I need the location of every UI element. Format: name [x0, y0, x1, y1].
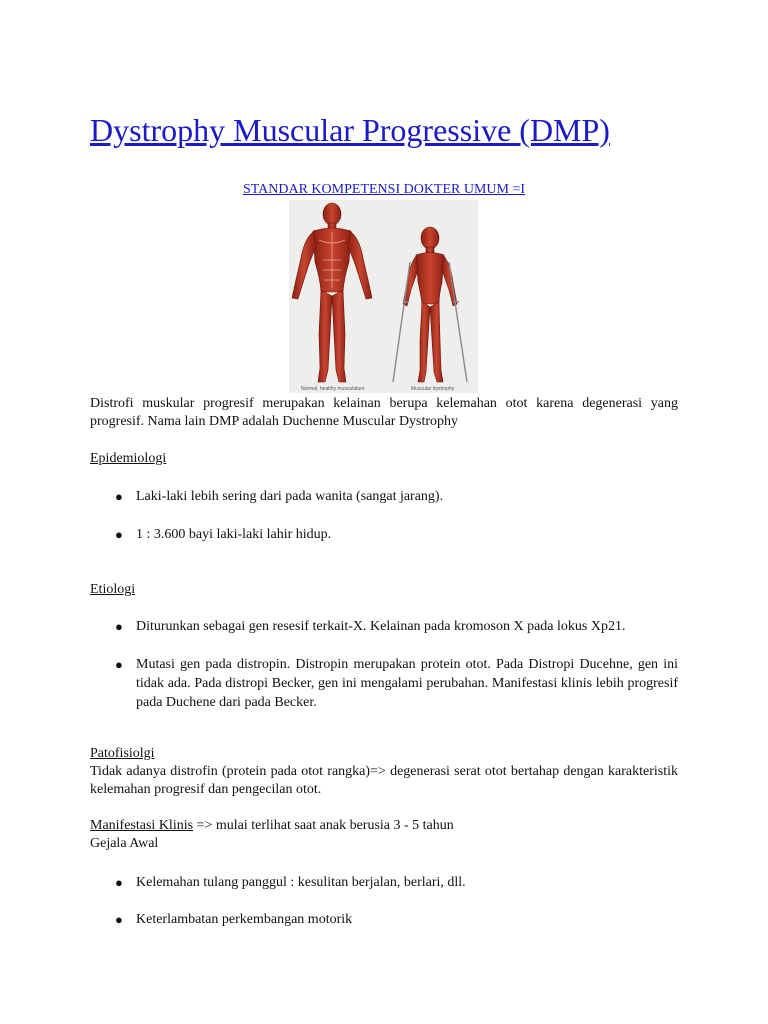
caption-normal: Normal, healthy musculature	[301, 386, 365, 392]
list-item-text: Mutasi gen pada distropin. Distropin merupakan protein otot. Pada Distropi Ducehne, gen ini tidak ada. Pada distropi Becker, gen ini mengalami perubahan. Manifestasi klinis lebih progresif pada Duchene dari pada Becker.	[136, 657, 678, 710]
bullet-icon: ●	[115, 912, 123, 927]
list-item-text: Laki-laki lebih sering dari pada wanita (sangat jarang).	[136, 489, 444, 504]
muscle-figure-image	[289, 200, 478, 393]
caption-dystrophy: Muscular dystrophy	[411, 386, 455, 392]
list-item-text: Keterlambatan perkembangan motorik	[136, 912, 353, 927]
etiologi-heading-text: Etiologi	[90, 582, 136, 597]
normal-figure	[292, 203, 372, 382]
manifestasi-suffix: => mulai terlihat saat anak berusia 3 - 5 tahun	[193, 818, 454, 833]
patofisiologi-heading: Patofisiolgi	[90, 746, 155, 761]
manifestasi-list	[90, 873, 678, 892]
dystrophy-figure	[403, 227, 457, 382]
manifestasi-heading: Manifestasi Klinis	[90, 818, 194, 833]
bullet-icon: ●	[115, 657, 123, 672]
subtitle[interactable]	[0, 181, 768, 199]
patofisiologi-text: Tidak adanya distrofin (protein pada otot rangka)=> degenerasi serat otot bertahap dengan karakteristik kelemahan progresif dan pengecilan otot.	[90, 764, 678, 797]
list-item	[90, 617, 678, 636]
bullet-icon: ●	[115, 489, 123, 504]
bullet-icon: ●	[115, 875, 123, 890]
manifestasi-subheading: Gejala Awal	[90, 836, 159, 851]
list-item-text: 1 : 3.600 bayi laki-laki lahir hidup.	[136, 527, 332, 542]
subtitle-link[interactable]: STANDAR KOMPETENSI DOKTER UMUM =I	[242, 182, 526, 197]
list-item	[90, 873, 678, 892]
epidemiologi-heading-text: Epidemiologi	[90, 451, 167, 466]
list-item	[90, 487, 678, 506]
list-item-text: Kelemahan tulang panggul : kesulitan berjalan, berlari, dll.	[136, 875, 466, 890]
document-title[interactable]	[90, 110, 610, 150]
epidemiologi-list	[90, 487, 678, 506]
epidemiologi-list-2	[90, 525, 678, 544]
list-item-text: Diturunkan sebagai gen resesif terkait-X. Kelainan pada kromoson X pada lokus Xp21.	[136, 619, 626, 634]
etiologi-list	[90, 617, 678, 636]
etiologi-heading	[90, 581, 678, 599]
list-item	[90, 525, 678, 544]
list-item	[90, 910, 678, 929]
bullet-icon: ●	[115, 527, 123, 542]
muscle-figure-svg	[289, 200, 478, 393]
epidemiologi-heading	[90, 450, 678, 468]
manifestasi-list-2	[90, 910, 678, 929]
etiologi-list-2	[90, 655, 678, 712]
patofisiologi-section	[90, 745, 678, 799]
bullet-icon: ●	[115, 619, 123, 634]
intro-text: Distrofi muskular progresif merupakan kelainan berupa kelemahan otot karena degenerasi yang progresif. Nama lain DMP adalah Duchenne Muscular Dystrophy	[90, 396, 678, 429]
title-link[interactable]: Dystrophy Muscular Progressive (DMP)	[90, 112, 610, 148]
manifestasi-section	[90, 817, 678, 853]
list-item	[90, 655, 678, 712]
intro-paragraph	[90, 395, 678, 431]
